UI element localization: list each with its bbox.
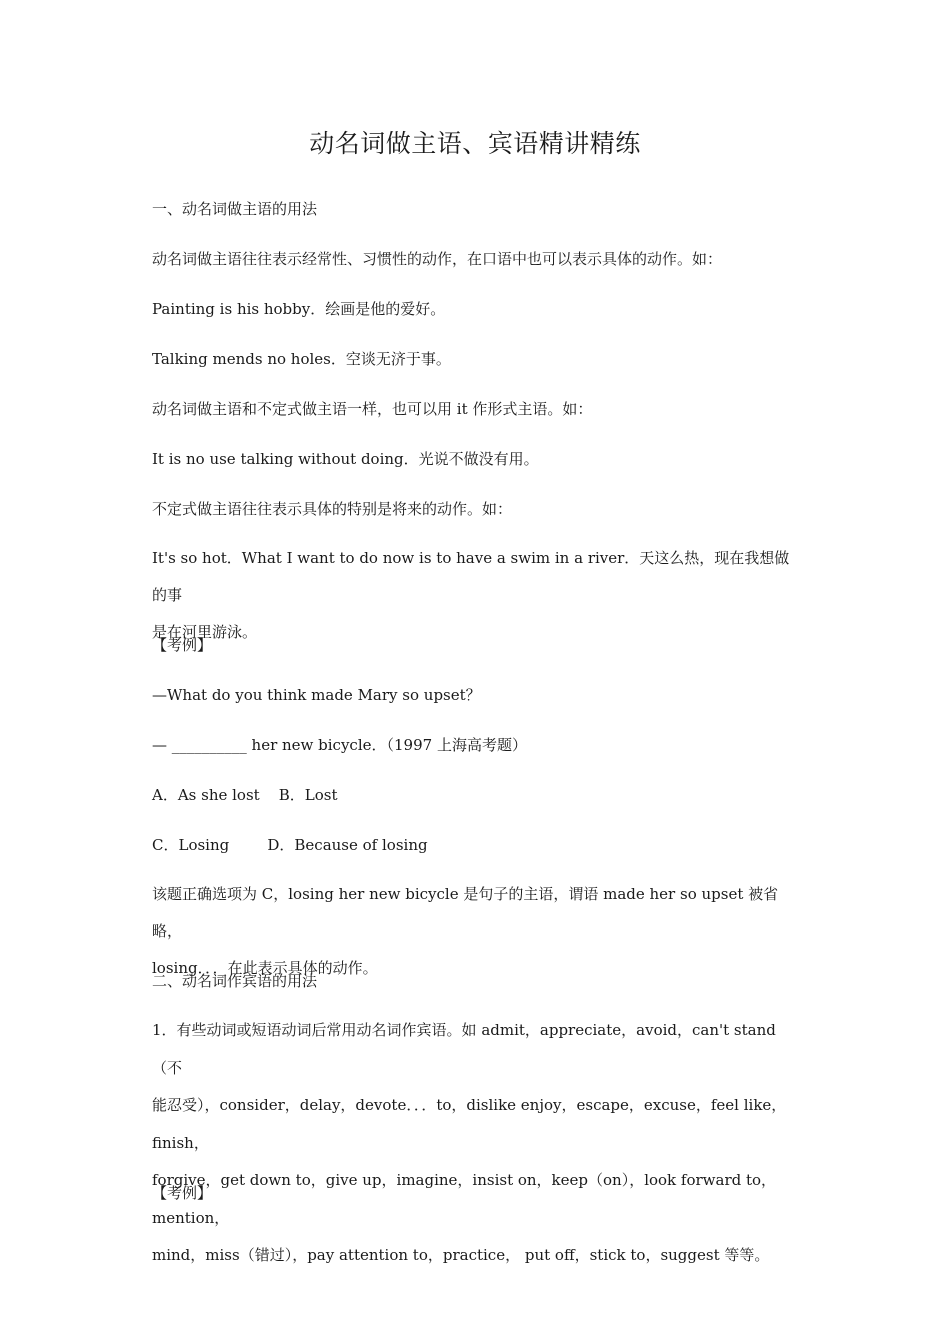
paragraph-formal-subject: 动名词做主语和不定式做主语一样，也可以用 it 作形式主语。如： (152, 400, 593, 418)
paragraph-intro: 动名词做主语往往表示经常性、习惯性的动作，在口语中也可以表示具体的动作。如： (152, 250, 723, 268)
exam-example-label-2: 【考例】 (152, 1184, 213, 1202)
section-heading-subject: 一、动名词做主语的用法 (152, 200, 318, 218)
section-heading-object: 二、动名词作宾语的用法 (152, 972, 318, 990)
paragraph-verb-list: 1．有些动词或短语动词后常用动名词作宾语。如 admit，appreciate，avoid，can't stand（不 能忍受），consider，delay，devote．．．to，dislike enjoy，escape，excuse，feel like，finish， forgive，get down to，give up，imagine，insist on，keep（on），look forward to，mention， mind，miss（错过），pay attention to，practice， put off，stick to，suggest 等等。 (152, 1021, 787, 1264)
example-sentence-3: It is no use talking without doing．光说不做没有用。 (152, 450, 539, 468)
example-sentence-2: Talking mends no holes．空谈无济于事。 (152, 350, 451, 368)
example-sentence-4: It's so hot．What I want to do now is to have a swim in a river．天这么热，现在我想做的事 是在河里游泳。 (152, 549, 790, 641)
question-line-2: — __________ her new bicycle．（1997 上海高考题） (152, 736, 527, 754)
paragraph-infinitive: 不定式做主语往往表示具体的特别是将来的动作。如： (152, 500, 513, 518)
answer-explanation: 该题正确选项为 C，losing her new bicycle 是句子的主语，谓语 made her so upset 被省略， losing．．．在此表示具体的动作。 (152, 885, 779, 977)
exam-example-label: 【考例】 (152, 636, 213, 654)
example-sentence-1: Painting is his hobby．绘画是他的爱好。 (152, 300, 446, 318)
page-title: 动名词做主语、宾语精讲精练 (309, 129, 641, 158)
question-line-1: —What do you think made Mary so upset？ (152, 686, 481, 704)
options-c-d: C．Losing D．Because of losing (152, 836, 428, 854)
options-a-b: A．As she lost B．Lost (152, 786, 338, 804)
